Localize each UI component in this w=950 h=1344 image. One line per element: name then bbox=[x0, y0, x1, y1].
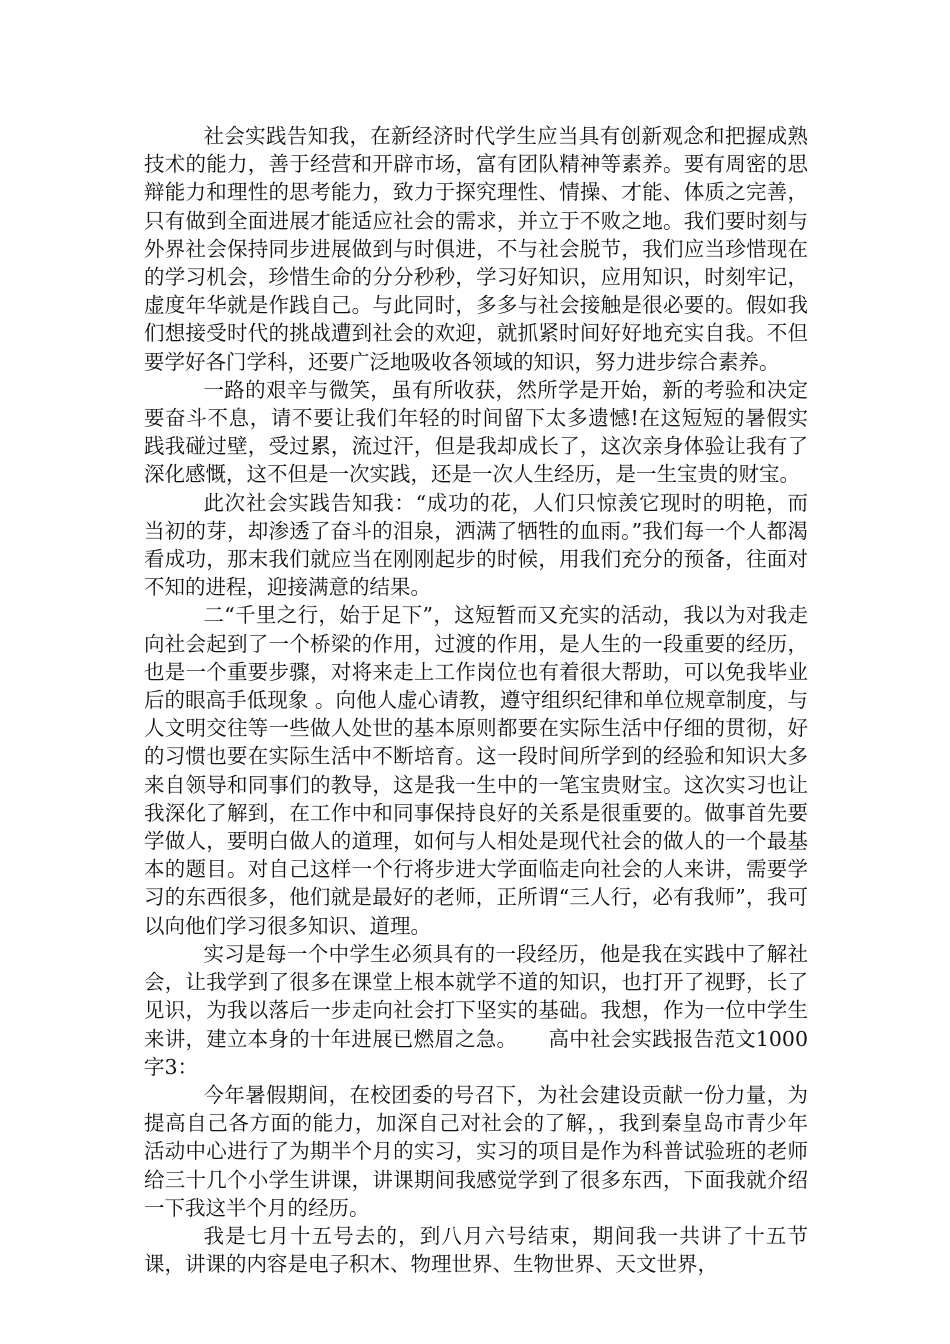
paragraph-4: 二“千里之行，始于足下”，这短暂而又充实的活动，我以为对我走向社会起到了一个桥梁的作用，过渡的作用，是人生的一段重要的经历，也是一个重要步骤，对将来走上工作岗位也有着很大帮助，可以免我毕业后的眼高手低现象 。向他人虚心请教，遵守组织纪律和单位规章制度，与人文明交往等一些做人处世的基本原则都要在实际生活中仔细的贯彻，好的习惯也要在实际生活中不断培育。这一段时间所学到的经验和知识大多来自领导和同事们的教导，这是我一生中的一笔宝贵财宝。这次实习也让我深化了解到，在工作中和同事保持良好的关系是很重要的。做事首先要学做人，要明白做人的道理，如何与人相处是现代社会的做人的一个最基本的题目。对自己这样一个行将步进大学面临走向社会的人来讲，需要学习的东西很多，他们就是最好的老师，正所谓“三人行，必有我师”，我可以向他们学习很多知识、道理。 bbox=[144, 603, 808, 938]
paragraph-6: 今年暑假期间，在校团委的号召下，为社会建设贡献一份力量，为提高自己各方面的能力，加深自己对社会的了解，，我到秦皇岛市青少年活动中心进行了为期半个月的实习，实习的项目是作为科普试验班的老师给三十几个小学生讲课，讲课期间我感觉学到了很多东西，下面我就介绍一下我这半个月的经历。 bbox=[144, 1082, 808, 1220]
document-body bbox=[144, 122, 808, 1278]
paragraph-3: 此次社会实践告知我：“成功的花，人们只惊羡它现时的明艳，而当初的芽，却渗透了奋斗的泪泉，洒满了牺牲的血雨。”我们每一个人都渴看成功，那末我们就应当在刚刚起步的时候，用我们充分的预备，往面对不知的进程，迎接满意的结果。 bbox=[144, 490, 808, 600]
paragraph-1: 社会实践告知我，在新经济时代学生应当具有创新观念和把握成熟技术的能力，善于经营和开辟市场，富有团队精神等素养。要有周密的思辩能力和理性的思考能力，致力于探究理性、情操、才能、体质之完善，只有做到全面进展才能适应社会的需求，并立于不败之地。我们要时刻与外界社会保持同步进展做到与时俱进，不与社会脱节，我们应当珍惜现在的学习机会，珍惜生命的分分秒秒，学习好知识，应用知识，时刻牢记，虚度年华就是作践自己。与此同时，多多与社会接触是很必要的。假如我们想接受时代的挑战遭到社会的欢迎，就抓紧时间好好地充实自我。不但要学好各门学科，还要广泛地吸收各领域的知识，努力进步综合素养。 bbox=[144, 124, 808, 374]
paragraph-2: 一路的艰辛与微笑，虽有所收获，然所学是开始，新的考验和决定要奋斗不息，请不要让我们年轻的时间留下太多遗憾!在这短短的暑假实践我碰过壁，受过累，流过汗，但是我却成长了，这次亲身体验让我有了深化感慨，这不但是一次实践，还是一次人生经历，是一生宝贵的财宝。 bbox=[144, 377, 808, 487]
paragraph-7: 我是七月十五号去的，到八月六号结束，期间我一共讲了十五节课，讲课的内容是电子积木、物理世界、生物世界、天文世界， bbox=[144, 1223, 808, 1277]
paragraph-5: 实习是每一个中学生必须具有的一段经历，他是我在实践中了解社会，让我学到了很多在课堂上根本就学不道的知识，也打开了视野，长了见识，为我以落后一步走向社会打下坚实的基础。我想，作为一位中学生来讲，建立本身的十年进展已燃眉之急。 高中社会实践报告范文1000字3： bbox=[144, 941, 808, 1079]
